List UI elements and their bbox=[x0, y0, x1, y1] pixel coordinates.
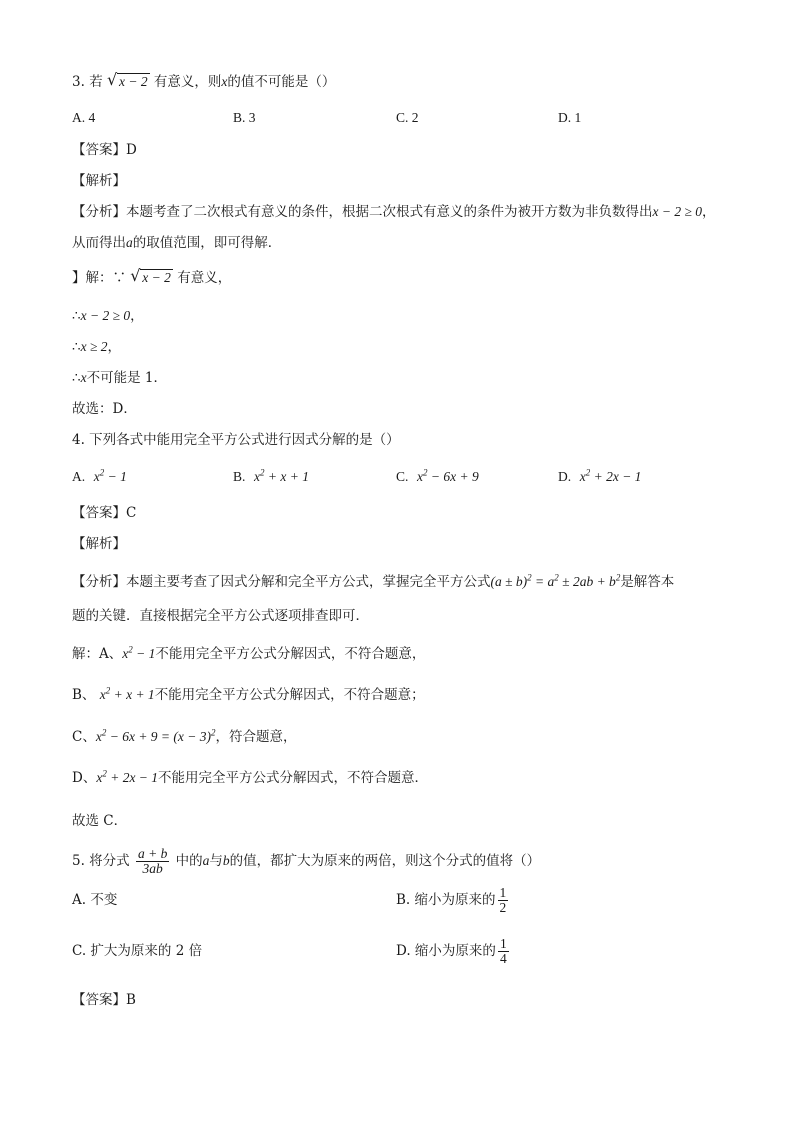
q3-option-b: B. 3 bbox=[233, 110, 256, 125]
q3-step-3: ∴x不可能是 1． bbox=[72, 370, 167, 386]
q4-solution-c: C、$x^2 - 6x + 9 = (x - 3)^2$，符合题意， bbox=[72, 727, 297, 745]
q3-analysis-2: 从而得出a的取值范围，即可得解． bbox=[72, 235, 282, 251]
q3-analysis-1: 【分析】本题考查了二次根式有意义的条件，根据二次根式有意义的条件为被开方数为非负数得出x − 2 ≥ 0， bbox=[72, 204, 716, 220]
therefore-icon: ∴ bbox=[72, 370, 81, 386]
q4-solution-d: D、$x^2 + 2x - 1$不能用完全平方公式分解因式，不符合题意． bbox=[72, 768, 429, 786]
radical-sign-icon: √ bbox=[130, 266, 141, 285]
q3-text-pre: 若 bbox=[89, 74, 103, 90]
q4-option-d: D. $x^2 + 2x - 1$ bbox=[558, 467, 642, 484]
q4-analysis-1: 【分析】本题主要考查了因式分解和完全平方公式，掌握完全平方公式$(a \pm b)^2 = a^2 \pm 2ab + b^2$是解答本 bbox=[72, 572, 675, 590]
q3-sqrt: √ x − 2 bbox=[106, 70, 148, 89]
q5-option-b: B. 缩小为原来的 $\frac{1}{2}$ bbox=[396, 885, 507, 915]
q4-solution-a: 解：A、$x^2 - 1$不能用完全平方公式分解因式，不符合题意， bbox=[72, 644, 426, 662]
q4-answer: 【答案】C bbox=[72, 505, 137, 521]
therefore-icon: ∴ bbox=[72, 339, 81, 355]
q5-fraction: $\frac{a + b}{3ab}$ bbox=[137, 846, 168, 876]
q5-answer: 【答案】B bbox=[72, 992, 136, 1008]
q3-step-1: ∴x − 2 ≥ 0， bbox=[72, 308, 144, 324]
q3-analysis-head: 【解析】 bbox=[72, 173, 126, 189]
radical-sign-icon: √ bbox=[106, 70, 118, 89]
q4-choose: 故选 C． bbox=[72, 813, 128, 829]
q3-step-2: ∴x ≥ 2， bbox=[72, 339, 121, 355]
q4-question: 4. 下列各式中能用完全平方公式进行因式分解的是（） bbox=[72, 432, 400, 448]
q4-analysis-head: 【解析】 bbox=[72, 536, 126, 552]
q3-choose: 故选：D． bbox=[72, 401, 137, 417]
q3-question: 3. 若 √ x − 2 有意义，则x的值不可能是（） bbox=[72, 70, 336, 90]
q5-question: 5. 将分式 $\frac{a + b}{3ab}$ 中的a与b的值，都扩大为原来的两倍，则这个分式的值将（） bbox=[72, 846, 541, 876]
therefore-icon: ∴ bbox=[72, 308, 81, 324]
q4-option-a: A. $x^2 - 1$ bbox=[72, 467, 127, 484]
q3-option-c: C. 2 bbox=[396, 110, 419, 125]
q4-option-c: C. $x^2 - 6x + 9$ bbox=[396, 467, 479, 484]
q3-option-d: D. 1 bbox=[558, 110, 582, 125]
q3-answer: 【答案】D bbox=[72, 142, 137, 158]
q3-option-a: A. 4 bbox=[72, 110, 96, 125]
q5-option-c: C. 扩大为原来的 2 倍 bbox=[72, 943, 203, 959]
q5-option-a: A. 不变 bbox=[72, 892, 118, 908]
q3-solve: 】解：∵ √ x − 2 有意义， bbox=[72, 266, 232, 286]
q4-option-b: B. $x^2 + x + 1$ bbox=[233, 467, 309, 484]
q5-option-d: D. 缩小为原来的 $\frac{1}{4}$ bbox=[396, 936, 507, 966]
q3-solve-sqrt: √ x − 2 bbox=[130, 266, 171, 285]
q4-analysis-2: 题的关键．直接根据完全平方公式逐项排查即可． bbox=[72, 608, 369, 624]
q4-solution-b: B、 $x^2 + x + 1$不能用完全平方公式分解因式，不符合题意； bbox=[72, 685, 425, 703]
q3-number: 3. bbox=[72, 74, 85, 90]
